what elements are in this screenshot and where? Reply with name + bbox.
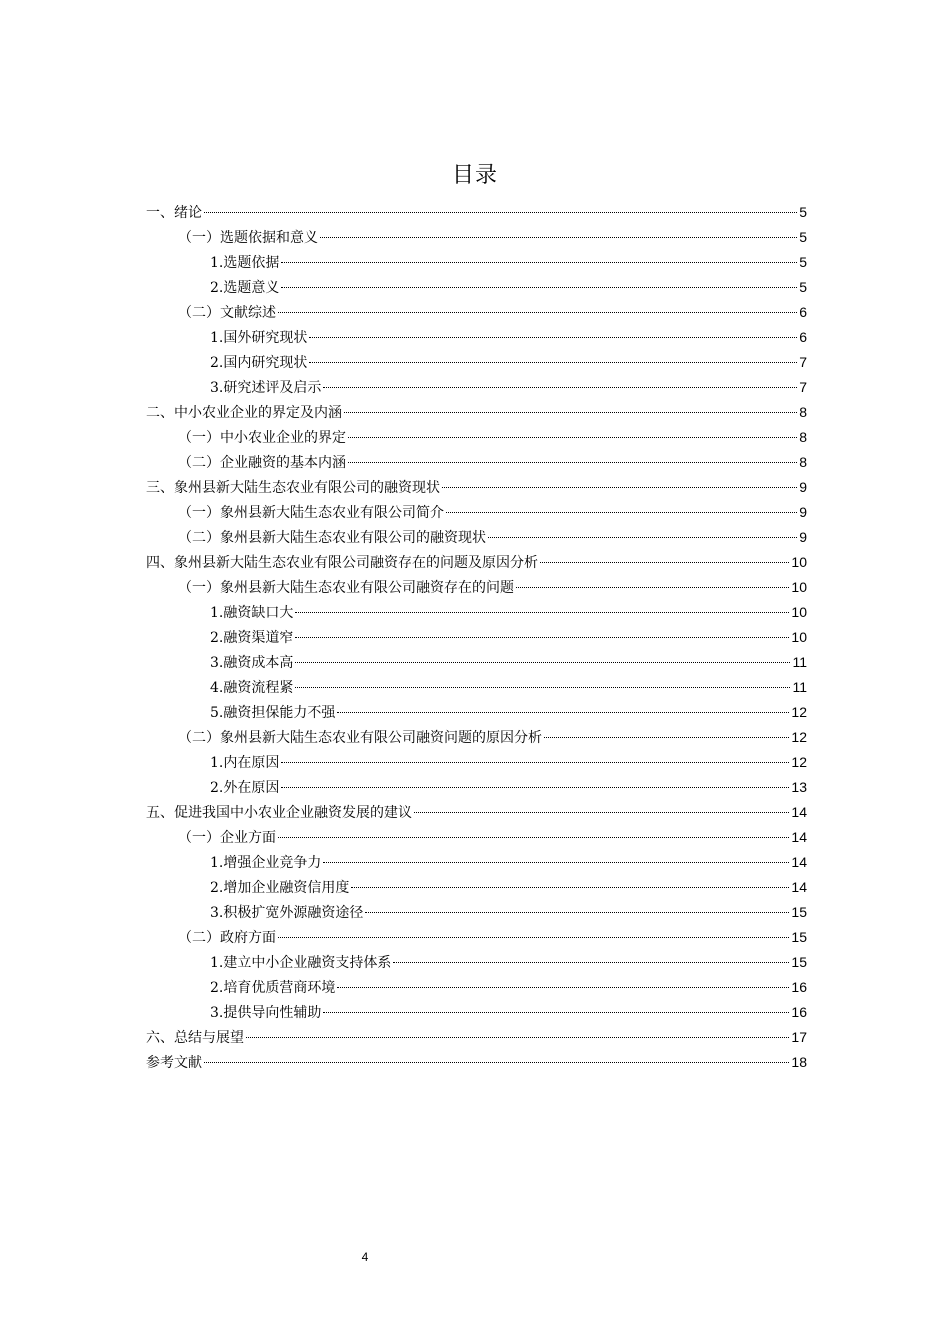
page-number: 4 [361, 1250, 369, 1264]
toc-entry[interactable] [146, 250, 807, 275]
toc-entry-label: 1.建立中小企业融资支持体系 [210, 955, 392, 971]
toc-entry-page: 10 [791, 579, 807, 595]
toc-entry-page: 8 [799, 454, 807, 470]
toc-entry-page: 9 [799, 529, 807, 545]
toc-entry[interactable] [146, 675, 807, 700]
toc-entry-page: 11 [792, 654, 807, 670]
toc-entry-label: 3.提供导向性辅助 [210, 1005, 322, 1021]
toc-entry-label: 3.融资成本高 [210, 655, 294, 671]
dot-leader [323, 387, 797, 388]
toc-entry[interactable] [146, 700, 807, 725]
toc-entry-page: 8 [799, 429, 807, 445]
toc-entry[interactable] [146, 925, 807, 950]
toc-entry-label: （一）象州县新大陆生态农业有限公司简介 [178, 505, 444, 521]
toc-entry-page: 15 [791, 929, 807, 945]
dot-leader [323, 862, 789, 863]
toc-entry[interactable] [146, 900, 807, 925]
toc-title: 目录 [451, 163, 498, 188]
toc-entry-label: 二、中小农业企业的界定及内涵 [146, 405, 342, 421]
toc-entry-label: 3.研究述评及启示 [210, 380, 322, 396]
toc-entry[interactable] [146, 425, 807, 450]
toc-entry-label: 四、象州县新大陆生态农业有限公司融资存在的问题及原因分析 [146, 555, 538, 571]
toc-entry[interactable] [146, 750, 807, 775]
dot-leader [281, 787, 789, 788]
dot-leader [309, 362, 797, 363]
dot-leader [442, 487, 797, 488]
toc-entry-label: 1.增强企业竞争力 [210, 855, 322, 871]
toc-entry-label: 六、总结与展望 [146, 1030, 244, 1046]
toc-entry-label: （一）象州县新大陆生态农业有限公司融资存在的问题 [178, 580, 514, 596]
dot-leader [516, 587, 789, 588]
toc-entry-label: 2.外在原因 [210, 780, 280, 796]
toc-entry-page: 5 [799, 204, 807, 220]
toc-entry-page: 6 [799, 304, 807, 320]
dot-leader [337, 987, 789, 988]
dot-leader [246, 1037, 789, 1038]
toc-entry-page: 5 [799, 254, 807, 270]
toc-entry[interactable] [146, 625, 807, 650]
toc-entry-label: 1.融资缺口大 [210, 605, 294, 621]
toc-entry[interactable] [146, 875, 807, 900]
toc-entry-label: （二）文献综述 [178, 305, 276, 321]
toc-entry-label: （二）政府方面 [178, 930, 276, 946]
toc-entry-page: 10 [791, 554, 807, 570]
toc-entry-page: 6 [799, 329, 807, 345]
dot-leader [337, 712, 789, 713]
toc-entry-label: （二）企业融资的基本内涵 [178, 455, 346, 471]
toc-entry[interactable] [146, 375, 807, 400]
toc-entry[interactable] [146, 200, 807, 225]
toc-entry-label: 1.选题依据 [210, 255, 280, 271]
toc-entry[interactable] [146, 500, 807, 525]
dot-leader [348, 437, 797, 438]
toc-entry-label: 3.积极扩宽外源融资途径 [210, 905, 364, 921]
dot-leader [295, 687, 790, 688]
dot-leader [278, 312, 797, 313]
toc-entry[interactable] [146, 225, 807, 250]
toc-entry[interactable] [146, 475, 807, 500]
toc-entry[interactable] [146, 825, 807, 850]
dot-leader [295, 637, 789, 638]
table-of-contents [146, 200, 807, 1075]
dot-leader [281, 762, 789, 763]
toc-entry[interactable] [146, 600, 807, 625]
toc-entry[interactable] [146, 1025, 807, 1050]
toc-entry-page: 13 [791, 779, 807, 795]
toc-entry-page: 18 [791, 1054, 807, 1070]
toc-entry-page: 16 [791, 1004, 807, 1020]
toc-entry[interactable] [146, 975, 807, 1000]
toc-entry-page: 12 [791, 704, 807, 720]
toc-entry-label: （一）企业方面 [178, 830, 276, 846]
dot-leader [204, 212, 797, 213]
toc-entry[interactable] [146, 325, 807, 350]
toc-entry[interactable] [146, 525, 807, 550]
toc-entry-page: 16 [791, 979, 807, 995]
toc-entry[interactable] [146, 350, 807, 375]
toc-entry-label: 2.培育优质营商环境 [210, 980, 336, 996]
toc-entry[interactable] [146, 1050, 807, 1075]
dot-leader [348, 462, 797, 463]
toc-entry[interactable] [146, 650, 807, 675]
toc-entry-label: （二）象州县新大陆生态农业有限公司的融资现状 [178, 530, 486, 546]
toc-entry-label: 2.增加企业融资信用度 [210, 880, 350, 896]
toc-entry[interactable] [146, 850, 807, 875]
dot-leader [488, 537, 797, 538]
toc-entry-page: 17 [791, 1029, 807, 1045]
dot-leader [414, 812, 789, 813]
dot-leader [540, 562, 789, 563]
toc-entry-label: 2.融资渠道窄 [210, 630, 294, 646]
toc-entry-page: 10 [791, 629, 807, 645]
toc-entry-label: 2.选题意义 [210, 280, 280, 296]
toc-entry[interactable] [146, 400, 807, 425]
dot-leader [278, 937, 789, 938]
dot-leader [393, 962, 789, 963]
toc-entry[interactable] [146, 450, 807, 475]
dot-leader [544, 737, 789, 738]
toc-entry-page: 15 [791, 904, 807, 920]
toc-entry-page: 5 [799, 279, 807, 295]
toc-entry-page: 11 [792, 679, 807, 695]
toc-entry-page: 9 [799, 479, 807, 495]
dot-leader [365, 912, 789, 913]
dot-leader [278, 837, 789, 838]
toc-entry-label: 2.国内研究现状 [210, 355, 308, 371]
dot-leader [281, 287, 797, 288]
toc-entry[interactable] [146, 1000, 807, 1025]
toc-entry-label: （二）象州县新大陆生态农业有限公司融资问题的原因分析 [178, 730, 542, 746]
toc-entry-label: 三、象州县新大陆生态农业有限公司的融资现状 [146, 480, 440, 496]
toc-entry[interactable] [146, 575, 807, 600]
toc-entry-label: （一）中小农业企业的界定 [178, 430, 346, 446]
toc-entry-page: 5 [799, 229, 807, 245]
toc-entry[interactable] [146, 300, 807, 325]
toc-entry-page: 14 [791, 854, 807, 870]
toc-entry-page: 7 [799, 379, 807, 395]
toc-entry-page: 12 [791, 754, 807, 770]
dot-leader [320, 237, 797, 238]
dot-leader [281, 262, 797, 263]
dot-leader [295, 662, 790, 663]
toc-entry-page: 12 [791, 729, 807, 745]
toc-entry[interactable] [146, 950, 807, 975]
toc-entry-label: （一）选题依据和意义 [178, 230, 318, 246]
toc-entry-page: 10 [791, 604, 807, 620]
toc-entry-label: 五、促进我国中小农业企业融资发展的建议 [146, 805, 412, 821]
toc-entry-page: 14 [791, 879, 807, 895]
dot-leader [446, 512, 797, 513]
dot-leader [323, 1012, 789, 1013]
toc-entry-page: 8 [799, 404, 807, 420]
toc-entry[interactable] [146, 550, 807, 575]
toc-entry-page: 9 [799, 504, 807, 520]
toc-entry-page: 14 [791, 804, 807, 820]
toc-entry-label: 1.国外研究现状 [210, 330, 308, 346]
dot-leader [295, 612, 789, 613]
dot-leader [204, 1062, 789, 1063]
toc-entry-label: 1.内在原因 [210, 755, 280, 771]
dot-leader [344, 412, 797, 413]
toc-entry-page: 7 [799, 354, 807, 370]
toc-entry-label: 参考文献 [146, 1055, 202, 1071]
toc-entry-label: 5.融资担保能力不强 [210, 705, 336, 721]
toc-entry-page: 15 [791, 954, 807, 970]
toc-entry-label: 一、绪论 [146, 205, 202, 221]
dot-leader [309, 337, 797, 338]
toc-entry[interactable] [146, 275, 807, 300]
toc-entry-page: 14 [791, 829, 807, 845]
toc-entry-label: 4.融资流程紧 [210, 680, 294, 696]
toc-entry[interactable] [146, 775, 807, 800]
dot-leader [351, 887, 789, 888]
toc-entry[interactable] [146, 800, 807, 825]
toc-entry[interactable] [146, 725, 807, 750]
